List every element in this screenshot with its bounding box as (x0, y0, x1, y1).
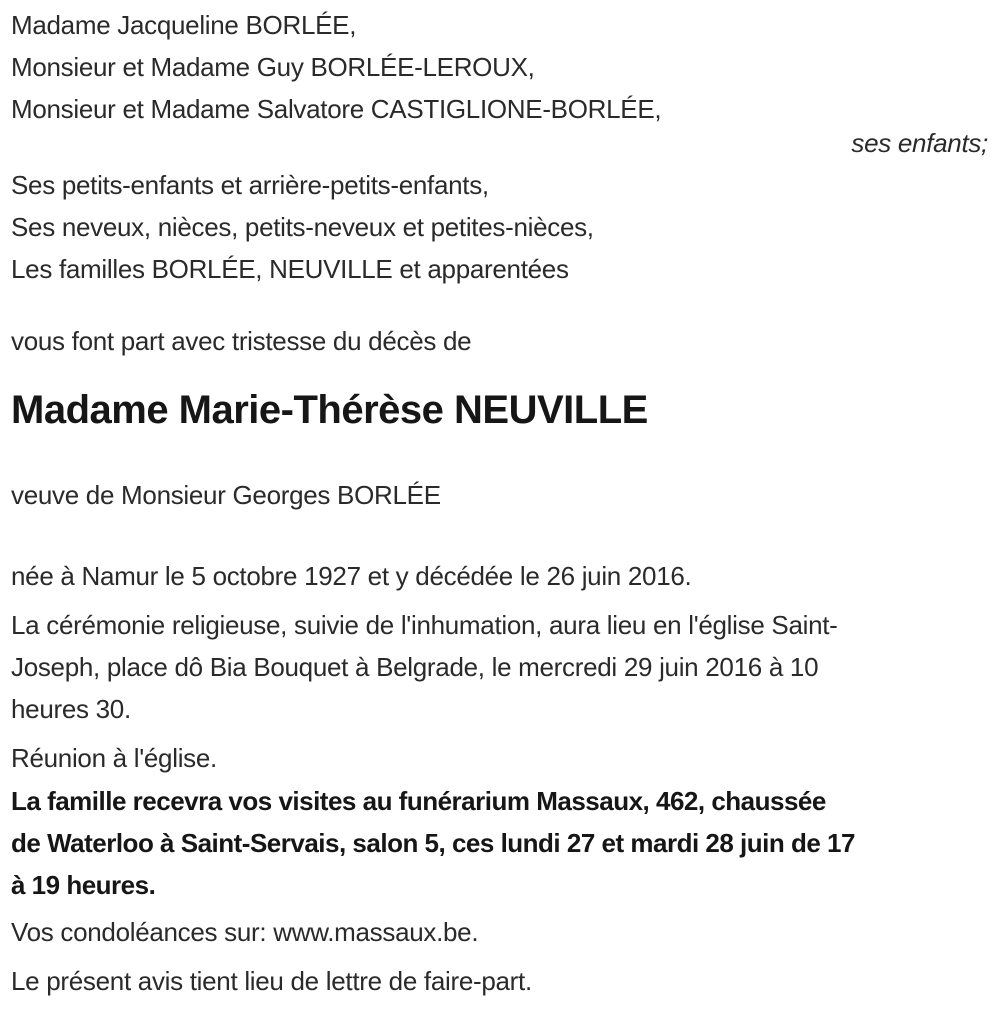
family-line: Les familles BORLÉE, NEUVILLE et apparentées (11, 254, 569, 284)
condolences-line: Vos condoléances sur: www.massaux.be. (11, 917, 479, 947)
ceremony-line: heures 30. (11, 694, 131, 724)
family-line: Monsieur et Madame Guy BORLÉE-LEROUX, (11, 52, 535, 82)
children-block (11, 4, 990, 130)
relation-label: ses enfants; (851, 128, 988, 158)
meeting-line: Réunion à l'église. (11, 743, 217, 773)
family-line: Madame Jacqueline BORLÉE, (11, 10, 357, 40)
family-line: Ses neveux, nièces, petits-neveux et petites-nièces, (11, 212, 594, 242)
family-line: Ses petits-enfants et arrière-petits-enfants, (11, 170, 489, 200)
ceremony-paragraph (11, 604, 990, 730)
visits-line: de Waterloo à Saint-Servais, salon 5, ces lundi 27 et mardi 28 juin de 17 (11, 828, 855, 858)
visits-line: à 19 heures. (11, 870, 156, 900)
family-line: Monsieur et Madame Salvatore CASTIGLIONE-BORLÉE, (11, 94, 662, 124)
closing-line: Le présent avis tient lieu de lettre de faire-part. (11, 966, 532, 996)
ceremony-line: La cérémonie religieuse, suivie de l'inhumation, aura lieu en l'église Saint- (11, 610, 838, 640)
visits-paragraph (11, 780, 990, 906)
announcement-line: vous font part avec tristesse du décès de (11, 326, 472, 356)
relatives-block (11, 164, 990, 290)
widow-line: veuve de Monsieur Georges BORLÉE (11, 480, 441, 510)
ceremony-line: Joseph, place dô Bia Bouquet à Belgrade, le mercredi 29 juin 2016 à 10 (11, 652, 819, 682)
deceased-name: Madame Marie-Thérèse NEUVILLE (11, 388, 648, 432)
visits-line: La famille recevra vos visites au funérarium Massaux, 462, chaussée (11, 786, 826, 816)
birth-death-line: née à Namur le 5 octobre 1927 et y décédée le 26 juin 2016. (11, 561, 692, 591)
